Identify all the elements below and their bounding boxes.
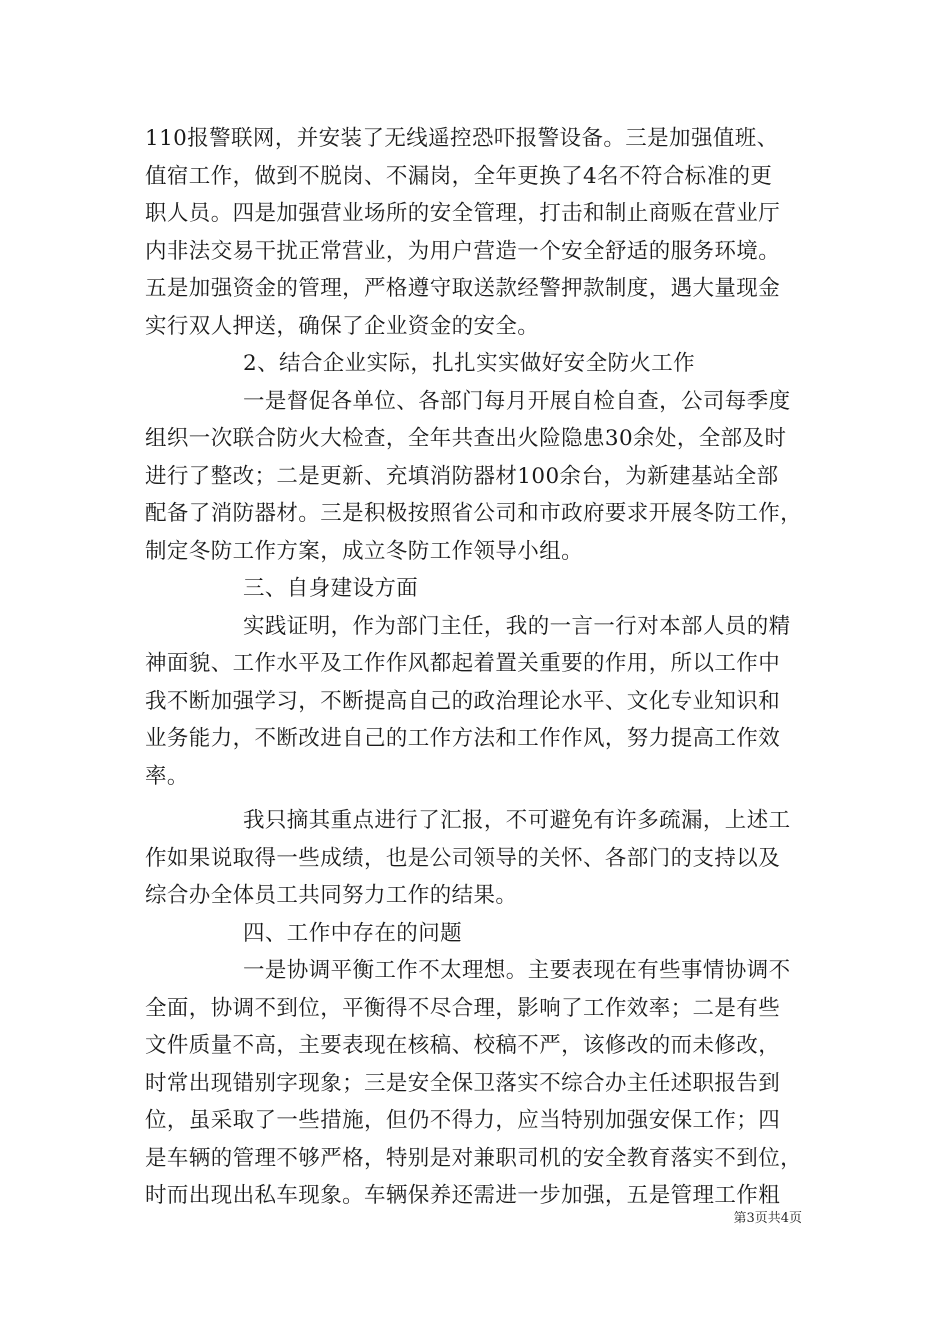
section-heading: 四、工作中存在的问题 [243, 920, 463, 946]
paragraph-first-line: 我只摘其重点进行了汇报，不可避免有许多疏漏，上述工 [243, 808, 791, 833]
text-line: 组织一次联合防火大检查，全年共查出火险隐患30余处，全部及时 [145, 426, 787, 451]
text-line: 是车辆的管理不够严格，特别是对兼职司机的安全教育落实不到位， [145, 1145, 803, 1171]
text-line: 综合办全体员工共同努力工作的结果。 [145, 883, 518, 908]
text-line: 进行了整改；二是更新、充填消防器材100余台，为新建基站全部 [145, 463, 779, 489]
text-line: 时而出现出私车现象。车辆保养还需进一步加强，五是管理工作粗 [145, 1183, 781, 1208]
section-heading: 三、自身建设方面 [243, 576, 419, 601]
text-line: 作如果说取得一些成绩，也是公司领导的关怀、各部门的支持以及 [145, 845, 781, 871]
text-line: 位，虽采取了一些措施，但仍不得力，应当特别加强安保工作；四 [145, 1108, 781, 1133]
paragraph-first-line: 一是督促各单位、各部门每月开展自检自查，公司每季度 [243, 388, 791, 414]
text-line: 实行双人押送，确保了企业资金的安全。 [145, 313, 540, 339]
text-line: 值宿工作，做到不脱岗、不漏岗，全年更换了4名不符合标准的更 [145, 163, 773, 189]
text-line: 全面，协调不到位，平衡得不尽合理，影响了工作效率；二是有些 [145, 995, 781, 1021]
text-line: 配备了消防器材。三是积极按照省公司和市政府要求开展冬防工作， [145, 501, 803, 526]
text-line: 内非法交易干扰正常营业，为用户营造一个安全舒适的服务环境。 [145, 238, 781, 264]
text-line: 110报警联网，并安装了无线遥控恐吓报警设备。三是加强值班、 [145, 126, 779, 151]
document-body [145, 120, 825, 1215]
text-line: 文件质量不高，主要表现在核稿、校稿不严，该修改的而未修改， [145, 1033, 781, 1058]
text-line: 我不断加强学习，不断提高自己的政治理论水平、文化专业知识和 [145, 688, 781, 714]
text-line: 神面貌、工作水平及工作作风都起着置关重要的作用，所以工作中 [145, 651, 781, 676]
paragraph-first-line: 一是协调平衡工作不太理想。主要表现在有些事情协调不 [243, 958, 791, 983]
page-number: 第3页共4页 [733, 1211, 802, 1226]
text-line: 职人员。四是加强营业场所的安全管理，打击和制止商贩在营业厅 [145, 201, 781, 226]
section-heading: 2、结合企业实际，扎扎实实做好安全防火工作 [243, 351, 696, 376]
text-line: 率。 [145, 763, 189, 789]
paragraph-first-line: 实践证明，作为部门主任，我的一言一行对本部人员的精 [243, 613, 791, 639]
text-line: 制定冬防工作方案，成立冬防工作领导小组。 [145, 538, 584, 564]
text-line: 五是加强资金的管理，严格遵守取送款经警押款制度，遇大量现金 [145, 276, 781, 301]
text-line: 时常出现错别字现象；三是安全保卫落实不综合办主任述职报告到 [145, 1070, 781, 1096]
text-line: 业务能力，不断改进自己的工作方法和工作作风，努力提高工作效 [145, 726, 781, 751]
